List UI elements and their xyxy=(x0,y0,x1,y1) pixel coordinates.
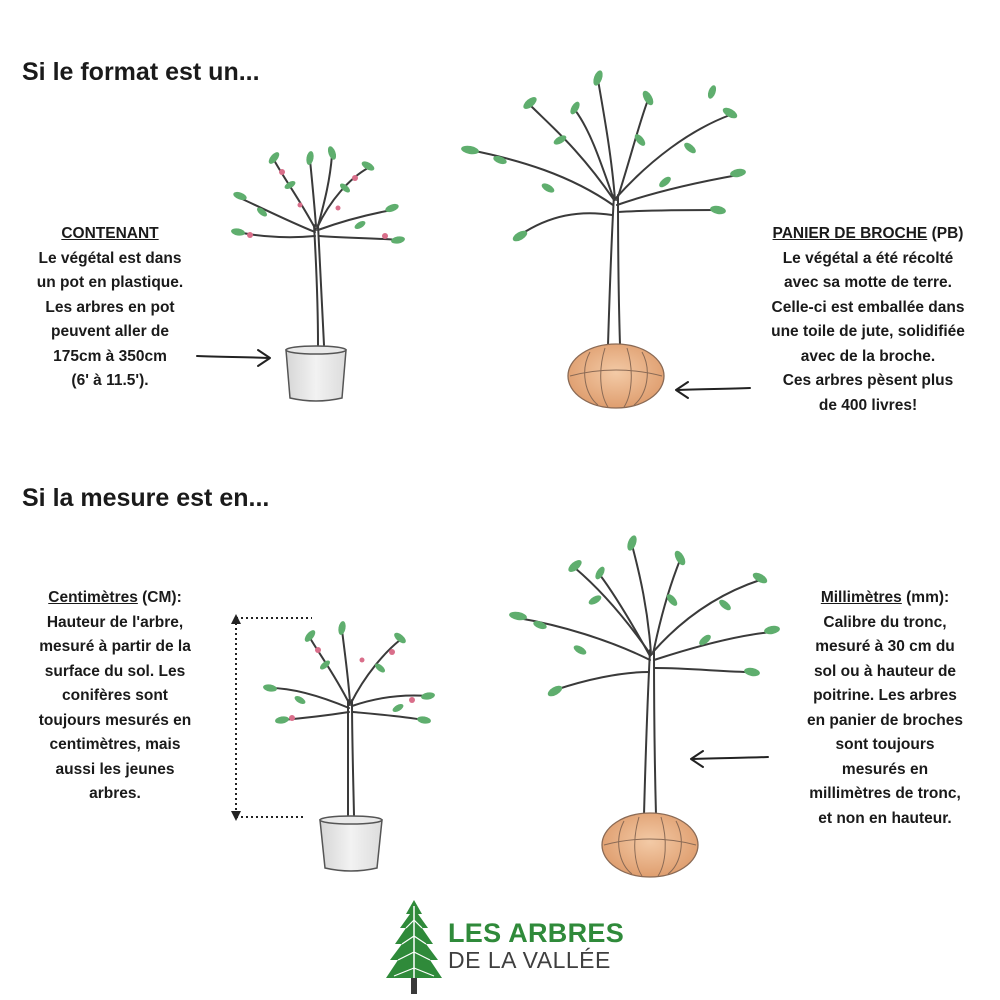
basket-line: Celle-ci est emballée dans xyxy=(771,298,965,316)
millimeters-line: sol ou à hauteur de xyxy=(813,662,957,680)
millimeters-line: mesuré à 30 cm du xyxy=(815,638,955,655)
measured-basket-tree-leaves xyxy=(508,534,780,698)
arrow-to-pot-icon xyxy=(197,350,270,366)
heading-measure: Si la mesure est en... xyxy=(22,484,270,512)
container-line: un pot en plastique. xyxy=(36,274,184,291)
measured-tree-pot xyxy=(320,820,382,871)
basket-line: une toile de jute, solidifiée xyxy=(771,323,965,340)
measured-basket-tree-illustration xyxy=(508,534,780,877)
millimeters-title: Millimètres xyxy=(820,589,902,606)
basket-line: Le végétal a été récolté xyxy=(782,249,954,267)
centimeters-line: surface du sol. Les xyxy=(44,662,186,680)
potted-tree-pot-rim xyxy=(286,346,346,354)
container-line: 175cm à 350cm xyxy=(53,347,167,365)
brand-logo xyxy=(384,898,634,996)
millimeters-line: mesurés en xyxy=(841,760,929,778)
pine-tree-icon xyxy=(384,898,444,996)
logo-line-2: DE LA VALLÉE xyxy=(448,947,611,973)
potted-tree-illustration xyxy=(230,145,405,401)
logo-line-1: LES ARBRES xyxy=(448,918,625,948)
centimeters-line: conifères sont xyxy=(62,687,168,704)
basket-line: de 400 livres! xyxy=(818,396,918,414)
measured-basket-tree-branches xyxy=(518,545,772,815)
millimeters-line: et non en hauteur. xyxy=(818,809,952,827)
basket-tree-illustration xyxy=(460,69,746,408)
centimeters-line: arbres. xyxy=(89,785,141,802)
millimeters-line: sont toujours xyxy=(835,736,935,753)
millimeters-title-suffix: (mm): xyxy=(901,589,950,606)
centimeters-title: Centimètres xyxy=(48,589,138,606)
potted-tree-pot xyxy=(286,350,346,401)
container-line: Le végétal est dans xyxy=(38,249,182,267)
centimeters-line: centimètres, mais xyxy=(49,736,181,753)
millimeters-line: en panier de broches xyxy=(807,711,963,729)
arrow-to-rootball-icon xyxy=(676,382,750,398)
basket-title: PANIER DE BROCHE xyxy=(772,225,928,242)
arrow-to-trunk-icon xyxy=(691,751,768,767)
millimeters-line: poitrine. Les arbres xyxy=(813,687,957,704)
container-line: (6' à 11.5'). xyxy=(71,372,149,389)
container-line: peuvent aller de xyxy=(50,323,169,340)
millimeters-line: millimètres de tronc, xyxy=(809,785,961,802)
basket-line: avec de la broche. xyxy=(800,347,936,365)
centimeters-title-suffix: (CM): xyxy=(137,589,182,606)
container-line: Les arbres en pot xyxy=(45,298,175,316)
basket-tree-rootball xyxy=(568,344,664,408)
centimeters-line: toujours mesurés en xyxy=(38,711,192,729)
measured-tree-branches xyxy=(270,630,428,815)
measured-tree-pot-rim xyxy=(320,816,382,824)
basket-line: Ces arbres pèsent plus xyxy=(782,372,954,389)
heading-format: Si le format est un... xyxy=(22,58,260,86)
potted-tree-branches xyxy=(238,155,398,345)
basket-tree-leaves xyxy=(460,69,746,243)
centimeters-line: Hauteur de l'arbre, xyxy=(46,613,184,631)
centimeters-line: mesuré à partir de la xyxy=(39,638,191,655)
basket-tree-branches xyxy=(470,80,738,345)
millimeters-line: Calibre du tronc, xyxy=(823,613,947,631)
basket-line: avec sa motte de terre. xyxy=(783,274,952,291)
measured-basket-rootball xyxy=(602,813,698,877)
container-title: CONTENANT xyxy=(61,225,159,242)
measured-potted-tree-illustration xyxy=(231,614,436,871)
basket-title-suffix: (PB) xyxy=(927,225,964,242)
centimeters-line: aussi les jeunes xyxy=(55,760,175,778)
